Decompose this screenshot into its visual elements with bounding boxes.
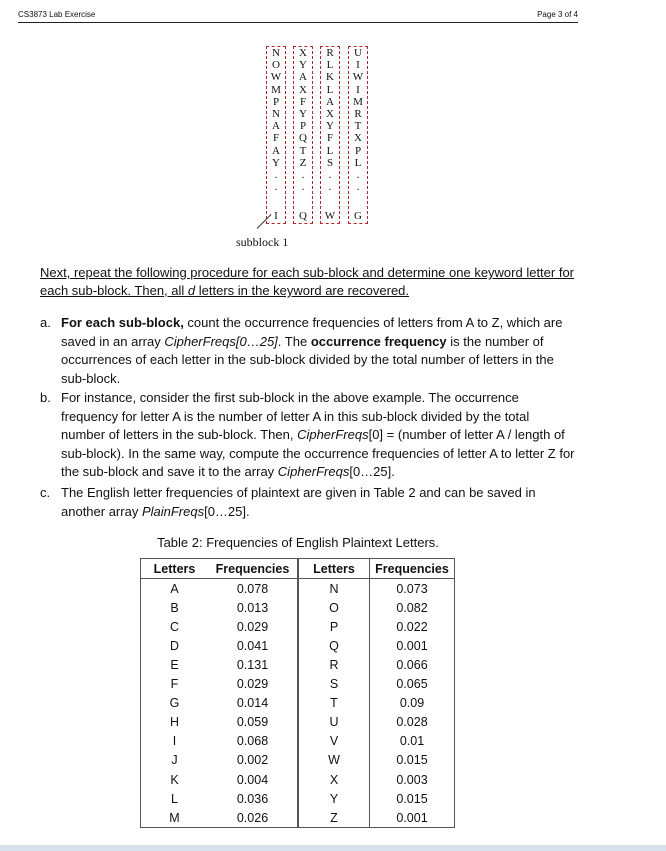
table-cell: X bbox=[298, 770, 370, 789]
table-cell: 0.029 bbox=[236, 677, 269, 692]
table-cell: 0.004 bbox=[236, 772, 269, 787]
subblock-column bbox=[266, 46, 286, 224]
cipher-letter: . bbox=[356, 169, 360, 181]
table-row bbox=[141, 751, 455, 770]
table-cell: I bbox=[141, 732, 209, 751]
figure-caption: subblock 1 bbox=[236, 235, 289, 249]
cipher-letter: R bbox=[326, 47, 334, 59]
cipher-letter: Y bbox=[272, 156, 280, 169]
cipher-letter: U bbox=[354, 47, 362, 59]
cipher-letter: P bbox=[354, 144, 362, 157]
cipher-letter: X bbox=[326, 108, 334, 120]
cipher-letter: F bbox=[272, 132, 280, 145]
cipher-letter: R bbox=[354, 108, 362, 120]
table-cell: 0.01 bbox=[370, 732, 455, 751]
occurrence-frequency-term: occurrence frequency bbox=[310, 333, 447, 349]
header-page-number: Page 3 of 4 bbox=[537, 10, 578, 19]
table-row bbox=[141, 655, 455, 674]
cipher-letter: L bbox=[354, 156, 362, 169]
table-cell: E bbox=[141, 655, 209, 674]
table-row bbox=[141, 579, 455, 599]
cipher-letter: W bbox=[270, 71, 282, 84]
cipher-letter: X bbox=[299, 47, 307, 59]
table-cell: L bbox=[141, 789, 209, 808]
cipher-letter: . bbox=[301, 169, 305, 181]
table-header-row bbox=[141, 559, 455, 579]
table-body bbox=[141, 579, 455, 828]
table-cell: U bbox=[298, 713, 370, 732]
table-cell: 0.068 bbox=[236, 734, 269, 749]
table-row bbox=[141, 713, 455, 732]
table-cell: Q bbox=[298, 636, 370, 655]
cipher-letter: L bbox=[326, 59, 334, 72]
table-cell: 0.001 bbox=[370, 636, 455, 655]
cipher-letter: T bbox=[299, 144, 307, 157]
cipher-letter: . bbox=[328, 169, 332, 181]
table-cell: 0.013 bbox=[236, 600, 269, 615]
table-cell: R bbox=[298, 655, 370, 674]
table-cell: 0.082 bbox=[370, 598, 455, 617]
column-header: Frequencies bbox=[370, 559, 455, 579]
header-rule bbox=[18, 22, 578, 23]
cipher-letter: . bbox=[356, 181, 360, 194]
table-cell: F bbox=[141, 675, 209, 694]
table-cell: H bbox=[141, 713, 209, 732]
table-cell: J bbox=[141, 751, 209, 770]
cipher-letter: F bbox=[326, 132, 334, 145]
cipher-letter: I bbox=[274, 210, 278, 222]
table-row bbox=[141, 675, 455, 694]
table-cell: 0.026 bbox=[236, 810, 269, 825]
column-header: Letters bbox=[141, 559, 209, 579]
plainfreqs-array: PlainFreqs bbox=[141, 503, 205, 519]
table-cell: P bbox=[298, 617, 370, 636]
table-cell: 0.066 bbox=[370, 655, 455, 674]
cipher-letter: M bbox=[271, 83, 281, 96]
cipher-letter: N bbox=[272, 108, 280, 120]
header-course: CS3873 Lab Exercise bbox=[18, 10, 96, 19]
cipher-letter: A bbox=[326, 95, 334, 108]
column-header: Letters bbox=[298, 559, 370, 579]
cipher-letter: Z bbox=[299, 156, 307, 169]
table-row bbox=[141, 732, 455, 751]
table-cell: 0.09 bbox=[370, 694, 455, 713]
list-marker: b. bbox=[40, 390, 51, 405]
table-cell: 0.015 bbox=[370, 789, 455, 808]
table-cell: 0.028 bbox=[370, 713, 455, 732]
cipher-letter: L bbox=[326, 83, 334, 96]
table-caption: Table 2: Frequencies of English Plaintext Letters. bbox=[157, 535, 439, 550]
table-row bbox=[141, 808, 455, 828]
table-cell: 0.065 bbox=[370, 675, 455, 694]
cipher-letter: . bbox=[274, 169, 278, 181]
cipher-letter: . bbox=[328, 181, 332, 194]
subblock-column bbox=[293, 46, 313, 224]
table-cell: 0.014 bbox=[236, 696, 269, 711]
table-row bbox=[141, 617, 455, 636]
intro-text: Next, repeat the following procedure for each sub-block and determine one keyword letter for each sub-block. Then, all d letters in the keyword are recovered. bbox=[40, 265, 575, 298]
table-cell: B bbox=[141, 598, 209, 617]
keyword-length-symbol: d bbox=[187, 283, 196, 298]
table-cell: 0.041 bbox=[236, 638, 269, 653]
cipher-letter: G bbox=[354, 210, 362, 222]
cipher-letter: X bbox=[299, 83, 307, 96]
cipher-letter: S bbox=[326, 156, 334, 169]
cipher-letter: M bbox=[353, 95, 363, 108]
intro-paragraph bbox=[40, 264, 580, 300]
frequency-table bbox=[140, 558, 455, 828]
cipherfreqs-array: CipherFreqs[0…25] bbox=[164, 333, 278, 349]
table-cell: V bbox=[298, 732, 370, 751]
cipher-letter: P bbox=[299, 120, 307, 133]
cipher-letter: T bbox=[354, 120, 362, 133]
table-cell: A bbox=[141, 579, 209, 599]
table-cell: 0.001 bbox=[370, 808, 455, 828]
table-cell: N bbox=[298, 579, 370, 599]
cipher-letter: Y bbox=[299, 59, 307, 72]
cipher-letter: L bbox=[326, 144, 334, 157]
column-header: Frequencies bbox=[208, 559, 298, 579]
table-cell: Z bbox=[298, 808, 370, 828]
cipher-letter: I bbox=[356, 59, 360, 72]
cipher-letter: O bbox=[272, 59, 280, 72]
subblock-column bbox=[320, 46, 340, 224]
table-cell: G bbox=[141, 694, 209, 713]
table-cell: W bbox=[298, 751, 370, 770]
table-row bbox=[141, 598, 455, 617]
cipher-letter: I bbox=[356, 83, 360, 96]
cipher-letter: F bbox=[299, 95, 307, 108]
cipher-letter: Q bbox=[299, 210, 307, 222]
cipher-letter: K bbox=[326, 71, 334, 84]
cipher-letter: W bbox=[352, 71, 364, 84]
table-cell: Y bbox=[298, 789, 370, 808]
table-cell: 0.073 bbox=[370, 579, 455, 599]
table-cell: S bbox=[298, 675, 370, 694]
cipher-letter: Q bbox=[299, 132, 307, 145]
page-header bbox=[18, 10, 578, 22]
table-row bbox=[141, 789, 455, 808]
table-cell: 0.022 bbox=[370, 617, 455, 636]
table-cell: 0.003 bbox=[370, 770, 455, 789]
cipher-letter: A bbox=[299, 71, 307, 84]
table-row bbox=[141, 770, 455, 789]
table-cell: 0.036 bbox=[236, 791, 269, 806]
table-cell: C bbox=[141, 617, 209, 636]
item-a-lead: For each sub-block, bbox=[61, 315, 184, 330]
table-cell: O bbox=[298, 598, 370, 617]
table-cell: 0.015 bbox=[370, 751, 455, 770]
table-cell: 0.059 bbox=[236, 715, 269, 730]
subblock-column bbox=[348, 46, 368, 224]
cipher-letter: W bbox=[324, 210, 336, 222]
table-cell: M bbox=[141, 808, 209, 828]
cipher-letter: . bbox=[301, 181, 305, 194]
viewer-bottom-bar bbox=[0, 845, 666, 851]
cipher-letter: X bbox=[354, 132, 362, 145]
table-row bbox=[141, 694, 455, 713]
cipher-letter: P bbox=[272, 95, 280, 108]
cipher-letter: A bbox=[272, 120, 280, 133]
table-cell: D bbox=[141, 636, 209, 655]
cipher-letter: Y bbox=[326, 120, 334, 133]
cipher-letter: Y bbox=[299, 108, 307, 120]
table-cell: T bbox=[298, 694, 370, 713]
table-cell: 0.131 bbox=[236, 658, 269, 673]
table-row bbox=[141, 636, 455, 655]
list-marker: a. bbox=[40, 315, 51, 330]
cipher-letter: A bbox=[272, 144, 280, 157]
table-cell: 0.002 bbox=[236, 753, 269, 768]
cipher-letter: N bbox=[272, 47, 280, 59]
list-marker: c. bbox=[40, 485, 51, 500]
table-cell: 0.029 bbox=[236, 619, 269, 634]
cipher-letter: . bbox=[274, 181, 278, 194]
table-cell: K bbox=[141, 770, 209, 789]
table-cell: 0.078 bbox=[236, 581, 269, 596]
